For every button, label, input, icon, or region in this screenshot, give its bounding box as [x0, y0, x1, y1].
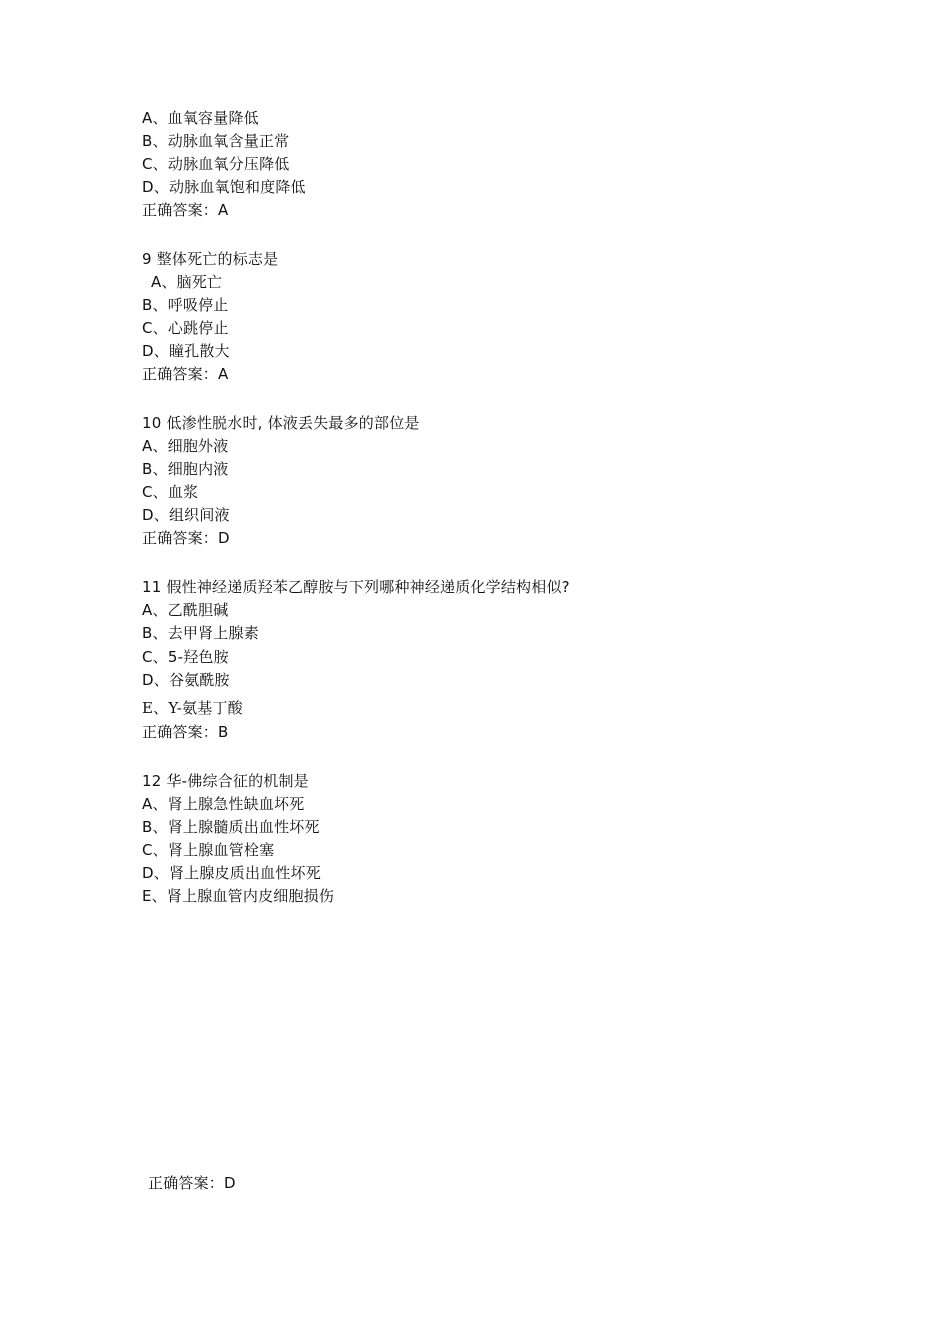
- q12-option-d: D、肾上腺皮质出血性坏死: [142, 864, 321, 882]
- q9-option-d: D、瞳孔散大: [142, 342, 230, 360]
- q11-question: 11 假性神经递质羟苯乙醇胺与下列哪种神经递质化学结构相似?: [142, 578, 570, 596]
- q10-answer: 正确答案：D: [142, 529, 230, 547]
- q10-option-b: B、细胞内液: [142, 460, 229, 478]
- q11-answer: 正确答案：B: [142, 723, 229, 741]
- q11-option-e: E、Y-氨基丁酸: [142, 699, 243, 717]
- q9-answer: 正确答案：A: [142, 365, 229, 383]
- q11-option-d: D、谷氨酰胺: [142, 671, 230, 689]
- q12-answer: 正确答案：D: [148, 1174, 236, 1192]
- q8-option-b: B、动脉血氧含量正常: [142, 132, 290, 150]
- q9-option-a: A、脑死亡: [151, 273, 223, 291]
- q12-question: 12 华-佛综合征的机制是: [142, 772, 309, 790]
- q11-option-a: A、乙酰胆碱: [142, 601, 229, 619]
- q12-option-c: C、肾上腺血管栓塞: [142, 841, 275, 859]
- q10-option-d: D、组织间液: [142, 506, 230, 524]
- q9-question: 9 整体死亡的标志是: [142, 250, 279, 268]
- q10-option-a: A、细胞外液: [142, 437, 229, 455]
- q9-option-b: B、呼吸停止: [142, 296, 229, 314]
- q12-option-b: B、肾上腺髓质出血性坏死: [142, 818, 320, 836]
- q10-question: 10 低渗性脱水时, 体液丢失最多的部位是: [142, 414, 420, 432]
- q9-option-c: C、心跳停止: [142, 319, 229, 337]
- q12-option-a: A、肾上腺急性缺血坏死: [142, 795, 305, 813]
- q11-option-c: C、5-羟色胺: [142, 648, 229, 666]
- q8-answer: 正确答案：A: [142, 201, 229, 219]
- q8-option-c: C、动脉血氧分压降低: [142, 155, 290, 173]
- q8-option-d: D、动脉血氧饱和度降低: [142, 178, 306, 196]
- q12-option-e: E、肾上腺血管内皮细胞损伤: [142, 887, 335, 905]
- q8-option-a: A、血氧容量降低: [142, 109, 259, 127]
- q10-option-c: C、血浆: [142, 483, 199, 501]
- q11-option-b: B、去甲肾上腺素: [142, 624, 259, 642]
